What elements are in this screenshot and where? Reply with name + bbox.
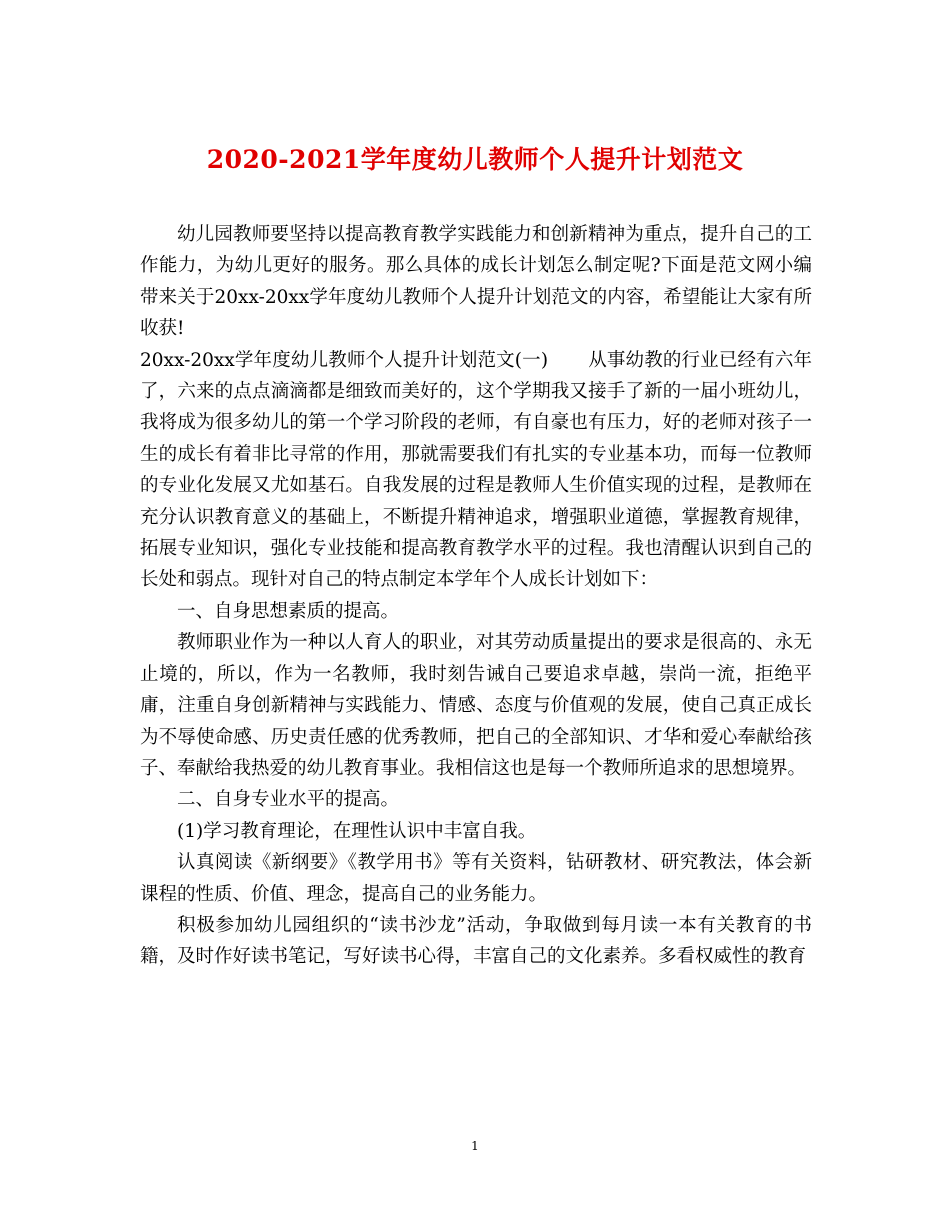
section-body: 从事幼教的行业已经有六年了，六来的点点滴滴都是细致而美好的，这个学期我又接手了新的一届小班幼儿，我将成为很多幼儿的第一个学习阶段的老师，有自豪也有压力，好的老师对孩子一生的成长有着非比寻常的作用，那就需要我们有扎实的专业基本功，而每一位教师的专业化发展又尤如基石。自我发展的过程是教师人生价值实现的过程，是教师在充分认识教育意义的基础上，不断提升精神追求，增强职业道德，掌握教育规律，拓展专业知识，强化专业技能和提高教育教学水平的过程。我也清醒认识到自己的长处和弱点。现针对自己的特点制定本学年个人成长计划如下：: [140, 349, 812, 591]
heading-thought-quality: 一、自身思想素质的提高。: [177, 600, 400, 622]
section-heading: 20xx-20xx学年度幼儿教师个人提升计划范文(一): [140, 349, 549, 371]
subheading-learn-theory: (1)学习教育理论，在理性认识中丰富自我。: [177, 820, 537, 842]
page-number: 1: [471, 1139, 479, 1153]
section-paragraph: [140, 345, 812, 596]
intro-paragraph: 幼儿园教师要坚持以提高教育教学实践能力和创新精神为重点，提升自己的工作能力，为幼儿更好的服务。那么具体的成长计划怎么制定呢?下面是范文网小编带来关于20xx-20xx学年度幼儿教师个人提升计划范文的内容，希望能让大家有所收获!: [140, 224, 812, 340]
reading-salon-paragraph: 积极参加幼儿园组织的“读书沙龙”活动，争取做到每月读一本有关教育的书籍，及时作好读书笔记，写好读书心得，丰富自己的文化素养。多看权威性的教育: [140, 914, 812, 968]
heading-professional-level: 二、自身专业水平的提高。: [177, 789, 400, 811]
reading-materials-paragraph: 认真阅读《新纲要》《教学用书》等有关资料，钻研教材、研究教法，体会新课程的性质、价值、理念，提高自己的业务能力。: [140, 852, 812, 905]
thought-quality-paragraph: 教师职业作为一种以人育人的职业，对其劳动质量提出的要求是很高的、永无止境的，所以，作为一名教师，我时刻告诫自己要追求卓越，崇尚一流，拒绝平庸，注重自身创新精神与实践能力、情感、态度与价值观的发展，使自己真正成长为不辱使命感、历史责任感的优秀教师，把自己的全部知识、才华和爱心奉献给孩子、奉献给我热爱的幼儿教育事业。我相信这也是每一个教师所追求的思想境界。: [140, 632, 812, 779]
document-body: [140, 219, 812, 973]
document-title: 2020-2021学年度幼儿教师个人提升计划范文: [206, 145, 744, 174]
